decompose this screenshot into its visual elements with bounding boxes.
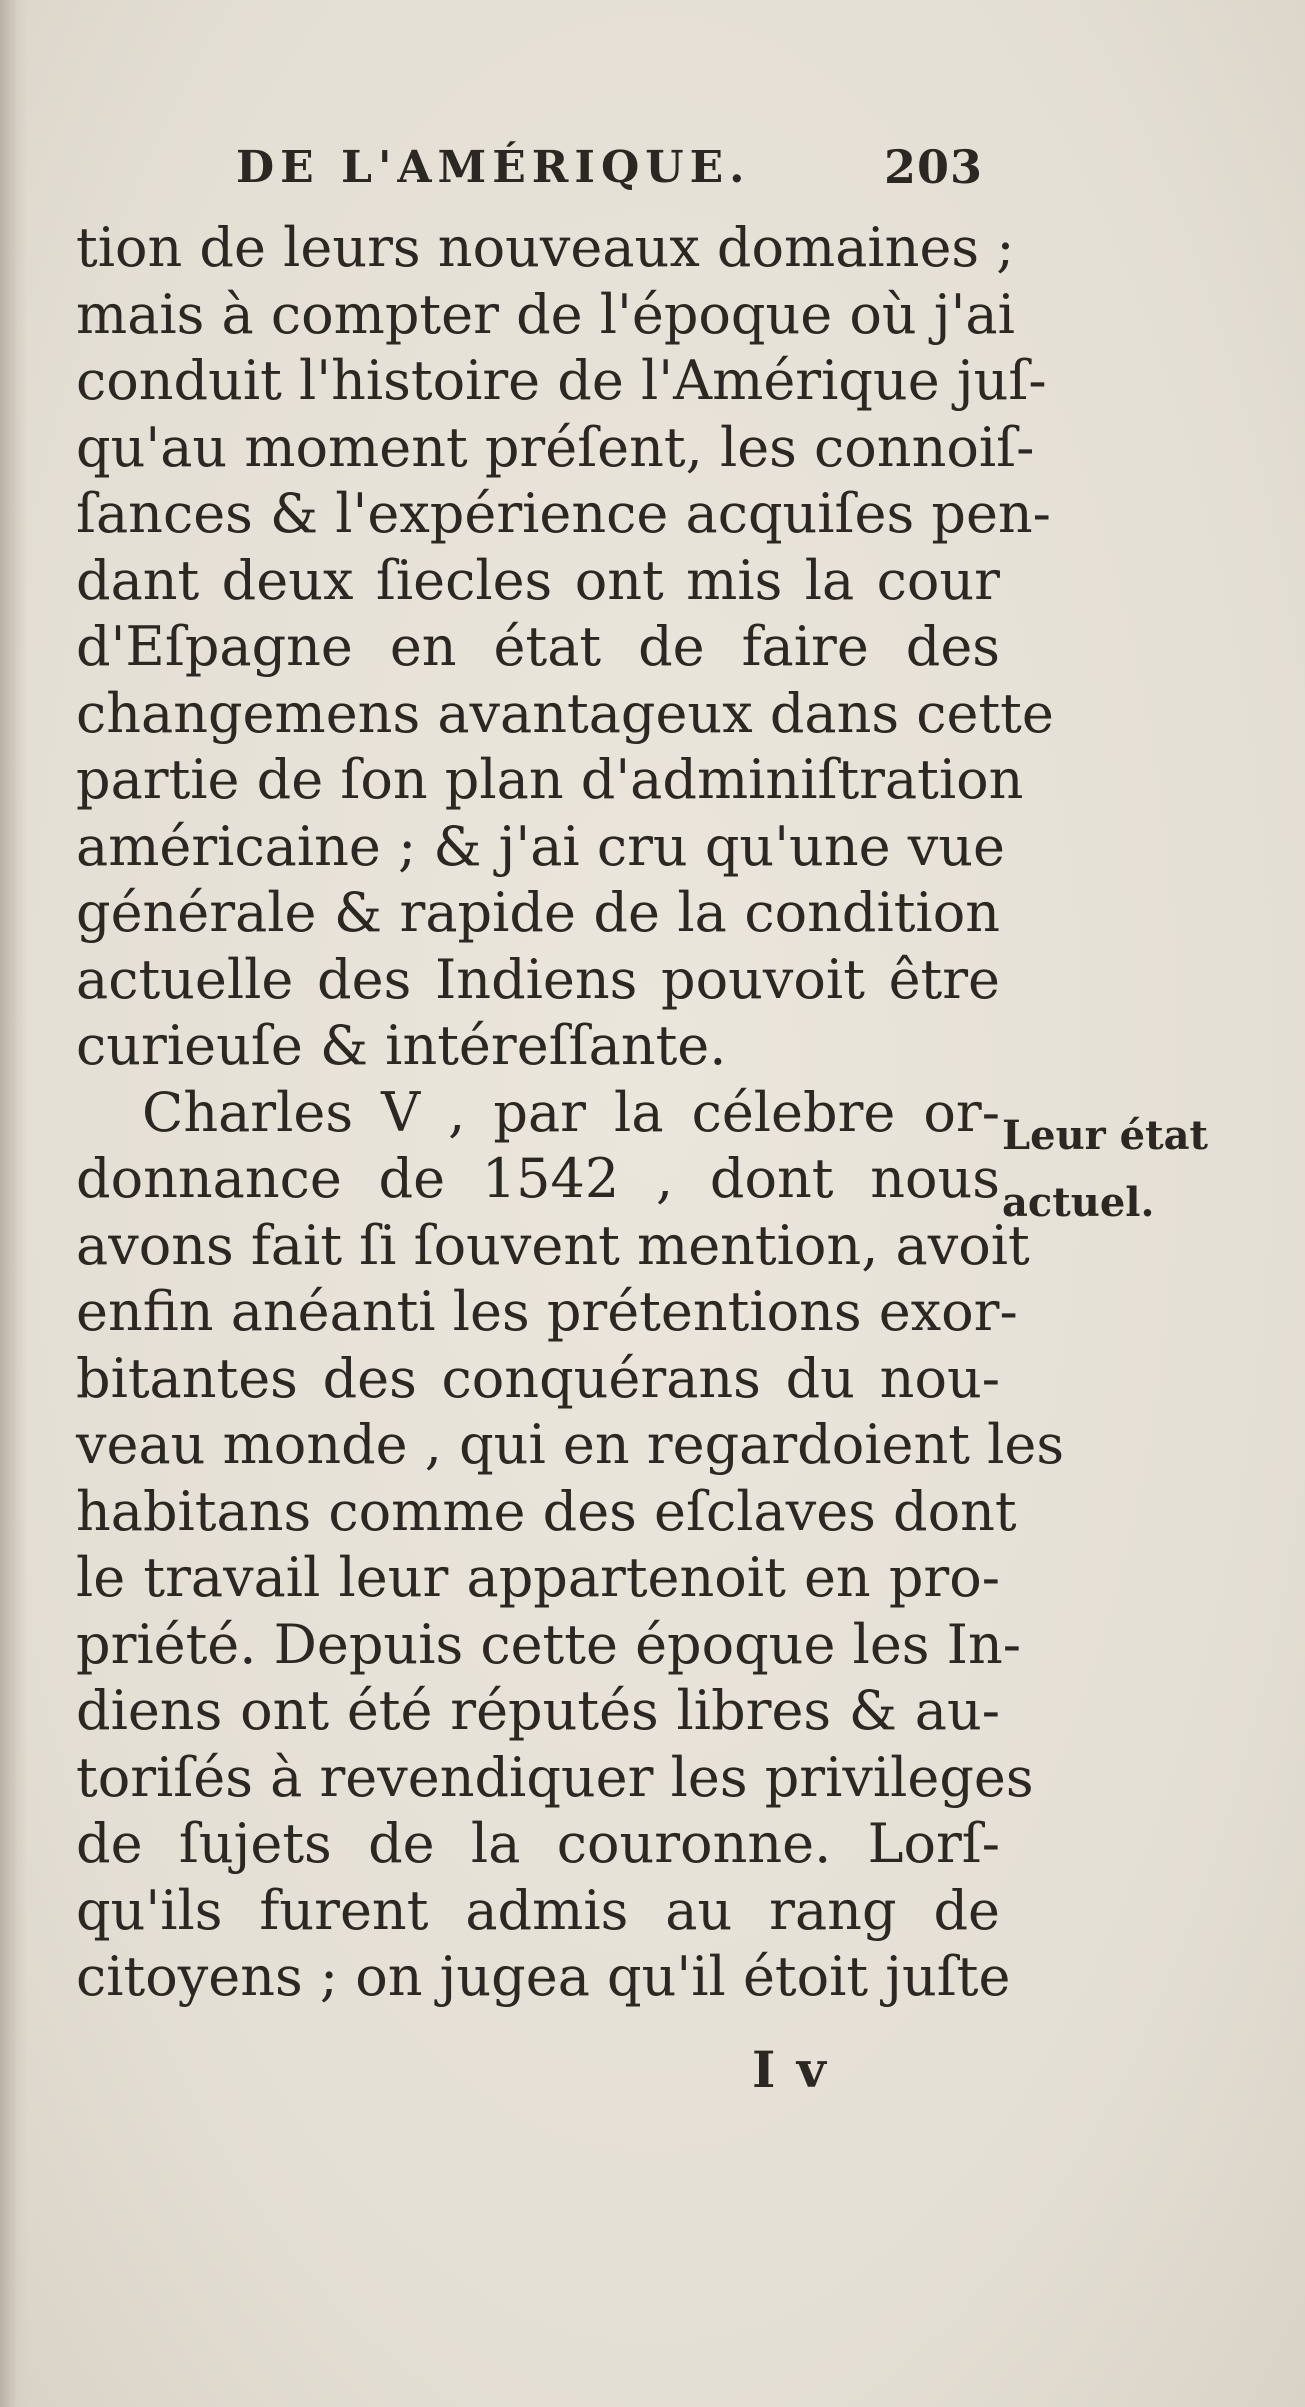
text-line: priété. Depuis cette époque les In- (76, 1612, 1022, 1676)
text-line: dant deux ſiecles ont mis la cour (76, 548, 1000, 612)
text-line: conduit l'histoire de l'Amérique juſ- (76, 349, 1047, 412)
text-line: donnance de 1542 , dont nous (76, 1147, 1000, 1210)
text-line: toriſés à revendiquer les privileges (76, 1745, 1034, 1809)
text-line: générale & rapide de la condition (76, 881, 1000, 944)
text-line: veau monde , qui en regardoient les (76, 1413, 1065, 1476)
body-text (76, 215, 1065, 2011)
text-line: actuelle des Indiens pouvoit être (76, 947, 1000, 1011)
text-line: d'Eſpagne en état de faire des (76, 615, 1000, 678)
paragraph-2 (76, 1080, 1065, 2011)
text-line: diens ont été réputés libres & au- (76, 1679, 1000, 1742)
text-line: partie de ſon plan d'adminiſtration (76, 748, 1024, 811)
text-line: Charles V , par la célebre or- (142, 1080, 1000, 1144)
text-line: tion de leurs nouveaux domaines ; (76, 216, 1015, 279)
text-line: changemens avantageux dans cette (76, 681, 1054, 745)
text-line: américaine ; & j'ai cru qu'une vue (76, 814, 1005, 878)
text-line: qu'au moment préſent, les connoiſ- (76, 415, 1035, 479)
margin-note (1002, 1102, 1292, 1236)
page-gutter-shadow (0, 0, 28, 2407)
text-line: bitantes des conquérans du nou- (76, 1346, 1000, 1410)
running-title: DE L'AMÉRIQUE. (236, 142, 751, 193)
text-line: citoyens ; on jugea qu'il étoit juſte (76, 1945, 1011, 2008)
text-line: mais à compter de l'époque où j'ai (76, 282, 1015, 346)
text-line: ſances & l'expérience acquiſes pen- (76, 482, 1051, 545)
margin-note-line: Leur état (1002, 1112, 1208, 1159)
text-line: avons fait ſi ſouvent mention, avoit (76, 1213, 1030, 1277)
page-number: 203 (884, 140, 984, 194)
text-line: curieuſe & intéreſſante. (76, 1014, 727, 1077)
text-line: le travail leur appartenoit en pro- (76, 1546, 1000, 1609)
signature-mark: I v (752, 2040, 828, 2099)
paragraph-1 (76, 215, 1054, 1080)
text-line: enfin anéanti les prétentions exor- (76, 1280, 1018, 1343)
text-line: qu'ils furent admis au rang de (76, 1878, 1000, 1942)
margin-note-line: actuel. (1002, 1179, 1155, 1226)
text-line: de ſujets de la couronne. Lorſ- (76, 1812, 1000, 1875)
text-line: habitans comme des eſclaves dont (76, 1479, 1017, 1543)
